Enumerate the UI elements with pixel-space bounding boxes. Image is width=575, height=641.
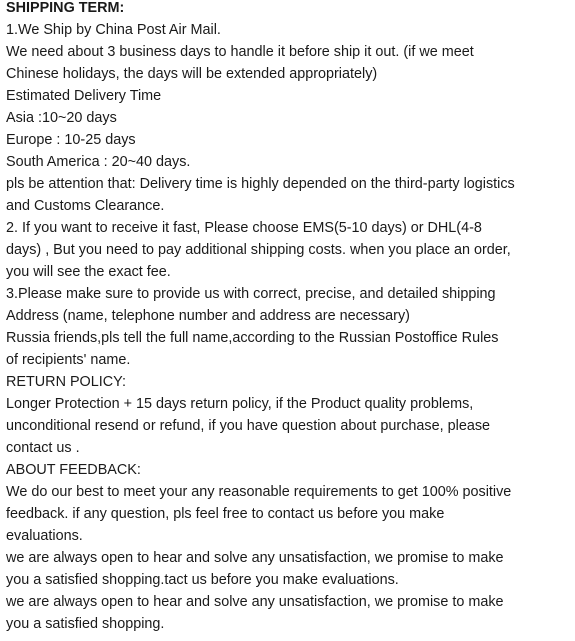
text-line: South America : 20~40 days. — [6, 154, 191, 170]
text-line: you a satisfied shopping.tact us before you make evaluations. — [6, 572, 399, 588]
text-line: unconditional resend or refund, if you have question about purchase, please — [6, 418, 491, 434]
text-line: you a satisfied shopping. — [6, 616, 165, 632]
text-line: contact us . — [6, 440, 80, 456]
text-line: Estimated Delivery Time — [6, 88, 162, 104]
text-line: Chinese holidays, the days will be extended appropriately) — [6, 66, 378, 82]
heading-about-feedback: ABOUT FEEDBACK: — [6, 462, 141, 478]
text-line: Address (name, telephone number and address are necessary) — [6, 308, 410, 324]
text-line: days) , But you need to pay additional shipping costs. when you place an order, — [6, 242, 511, 258]
text-line: feedback. if any question, pls feel free to contact us before you make — [6, 506, 445, 522]
text-line: we are always open to hear and solve any unsatisfaction, we promise to make — [6, 550, 504, 566]
heading-shipping-term: SHIPPING TERM: — [6, 0, 125, 16]
shipping-terms-document — [6, 0, 572, 635]
text-line: pls be attention that: Delivery time is highly depended on the third-party logistics — [6, 176, 515, 192]
text-line: Asia :10~20 days — [6, 110, 117, 126]
text-line: Europe : 10-25 days — [6, 132, 136, 148]
text-line: and Customs Clearance. — [6, 198, 165, 214]
text-line: Longer Protection + 15 days return policy, if the Product quality problems, — [6, 396, 474, 412]
text-line: of recipients' name. — [6, 352, 131, 368]
text-line: you will see the exact fee. — [6, 264, 171, 280]
text-line: 2. If you want to receive it fast, Please choose EMS(5-10 days) or DHL(4-8 — [6, 220, 482, 236]
heading-return-policy: RETURN POLICY: — [6, 374, 126, 390]
text-line: We need about 3 business days to handle it before ship it out. (if we meet — [6, 44, 474, 60]
text-line: we are always open to hear and solve any unsatisfaction, we promise to make — [6, 594, 504, 610]
text-line: 3.Please make sure to provide us with correct, precise, and detailed shipping — [6, 286, 496, 302]
text-line: We do our best to meet your any reasonable requirements to get 100% positive — [6, 484, 512, 500]
text-line: Russia friends,pls tell the full name,according to the Russian Postoffice Rules — [6, 330, 499, 346]
text-line: 1.We Ship by China Post Air Mail. — [6, 22, 221, 38]
text-line: evaluations. — [6, 528, 83, 544]
